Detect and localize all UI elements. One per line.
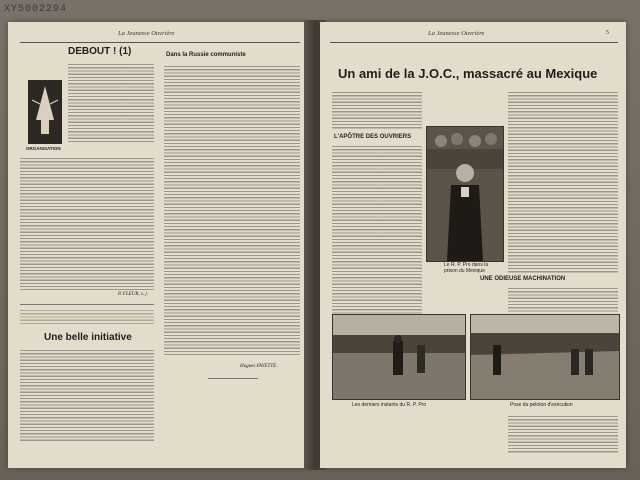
intro-text xyxy=(332,90,422,130)
debout-footnote xyxy=(20,308,154,326)
debout-text-1 xyxy=(68,62,154,144)
subhead-machination: UNE ODIEUSE MACHINATION xyxy=(480,276,566,282)
article-title-debout: DEBOUT ! (1) xyxy=(68,46,132,57)
headline: Un ami de la J.O.C., massacré au Mexique xyxy=(338,66,598,81)
left-page xyxy=(8,22,312,468)
signature-fleur: P. FLEUR, s. j. xyxy=(118,292,149,297)
photo-father-pro xyxy=(426,126,504,262)
right-column-text xyxy=(508,90,618,274)
woodcut-label: ORGANISATION xyxy=(26,146,61,151)
woodcut-illustration xyxy=(28,80,62,144)
right-page xyxy=(320,22,626,468)
right-running-head: La Jeunesse Ouvrière xyxy=(428,30,485,37)
firing-squad-photo-icon xyxy=(471,315,619,399)
machination-text xyxy=(508,286,618,312)
russie-text xyxy=(164,64,300,356)
photo1-caption: Le R. P. Pro dans la prison du Mexique xyxy=(444,262,489,274)
execution-photo-icon xyxy=(333,315,465,399)
left-running-head: La Jeunesse Ouvrière xyxy=(118,30,175,37)
archive-stamp: XY5002294 xyxy=(4,4,68,15)
closing-text xyxy=(508,414,618,454)
article-title-russie: Dans la Russie communiste xyxy=(166,52,246,58)
woodcut-figure-icon xyxy=(28,80,62,144)
photo2-caption: Les derniers instants du R. P. Pro xyxy=(352,402,427,408)
article-title-initiative: Une belle initiative xyxy=(44,332,132,343)
subhead-apotre: L'APÔTRE DES OUVRIERS xyxy=(334,134,412,140)
end-rule xyxy=(208,378,258,379)
apotre-text xyxy=(332,144,422,314)
signature-fayette: Hugues FAYETTE. xyxy=(240,364,278,369)
photo3-caption: Pose du peloton d'exécution xyxy=(510,402,573,408)
photo-execution-2 xyxy=(470,314,620,400)
initiative-text xyxy=(20,348,154,442)
debout-text-2 xyxy=(20,156,154,290)
photo-execution-1 xyxy=(332,314,466,400)
page-number: 5 xyxy=(606,30,609,36)
crowd-photo-icon xyxy=(427,127,503,261)
right-head-rule xyxy=(330,42,618,43)
footnote-rule xyxy=(20,304,154,305)
left-head-rule xyxy=(20,42,300,43)
